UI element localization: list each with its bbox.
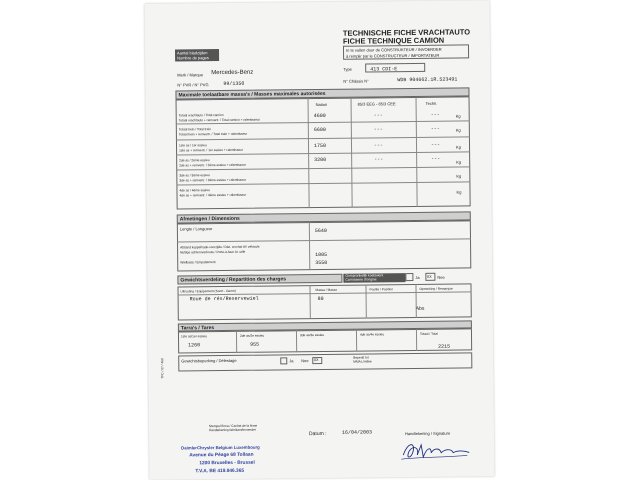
handwritten-signature [397, 436, 477, 465]
limiter-label-2: MMA Limitée [353, 359, 372, 364]
mass-row-1-techn: --- [430, 111, 440, 118]
mass-row-3-unit: Kg [456, 144, 461, 150]
technical-sheet-paper [145, 0, 495, 480]
mass-row-2-nation: 6600 [313, 126, 326, 134]
equip-position-value: Abs [415, 305, 425, 312]
title-nl: TECHNISCHE FICHE VRACHTAUTO [342, 27, 471, 38]
company-address-2: 1200 Bruxelles - Brussel [199, 460, 255, 467]
origin-label-1: Oorspronkelijk koetswerk [345, 273, 384, 278]
tare-divider-4 [416, 329, 417, 351]
col-eeg: 85/3 EEG - 85/3 CEE [357, 101, 396, 107]
length-value: 5640 [314, 227, 327, 235]
mass-row-4-label-1: 2de as / 2ème essieu [179, 158, 210, 163]
origin-yes-checkbox[interactable] [405, 273, 413, 281]
masses-heading: Maximale toelaatbare massa's / Masses maximales autorisées [175, 87, 469, 99]
origin-no-checkbox[interactable] [425, 273, 435, 281]
wheelbase-label: Wielbasis / Empattement [180, 260, 216, 265]
mass-row-1-eeg: --- [373, 112, 383, 119]
pvr-value: 99/1350 [223, 80, 245, 87]
tare-value-1: 1260 [188, 342, 201, 349]
mass-row-4-unit: Kg [456, 159, 462, 165]
tare-divider-1 [236, 331, 237, 353]
limitation-no-mark: XX [313, 359, 319, 364]
company-vat: T.V.A. BE 419.946.365 [195, 468, 245, 475]
pages-label-box [175, 49, 219, 61]
subtitle-2: à remplir par le CONSTRUCTEUR / IMPORTATEUR [346, 52, 440, 59]
dist-value: 1005 [315, 251, 328, 259]
subtitle-box [343, 44, 469, 59]
mass-row-1-label-2: Totaal vrachtauto + remvertr. / Total camion + ralentisseur [178, 117, 260, 123]
stamp-label-2: Handtekening fabrikant/invoerder [208, 427, 256, 433]
mass-row-4-nation: 3200 [314, 156, 327, 164]
limitation-yes-checkbox[interactable] [280, 357, 287, 364]
type-label: Type [343, 66, 352, 72]
chassis-value: WDB 904662.1R.523491 [397, 76, 458, 84]
date-value: 16/04/2003 [341, 429, 373, 436]
equip-value: Roue de rés/Reservewiel [189, 295, 259, 303]
signature-label: Handtekening / Signature [405, 430, 451, 437]
mass-row-4-label-2: 2de as + remvertr. / 2ème essieu + ralentisseur [179, 162, 246, 168]
type-value: 413 CDI-E [370, 65, 398, 72]
tares-heading: Tarra's / Tares [178, 320, 472, 331]
mass-row-2-techn: --- [430, 125, 440, 132]
wheelbase-value: 3550 [315, 259, 328, 267]
equip-mass-value: 80 [317, 295, 324, 303]
tare-divider-3 [356, 330, 357, 352]
mass-row-1-unit: Kg [455, 113, 461, 119]
subtitle-1: In te vullen door de CONSTRUKTEUR / INVOERDER [345, 46, 442, 53]
limitation-yes-label: Ja [289, 358, 294, 364]
pvr-label: N° PVR / N° PVG [177, 82, 209, 88]
origin-yes-label: Ja [415, 274, 420, 280]
mass-row-5-label-1: 3de as / 3ème essieu [179, 173, 210, 178]
mass-row-5-label-2: 3de as + remvertr. / 3ème essieu + ralentisseur [179, 177, 247, 183]
company-address-1: Avenue du Péage 68 Tollaan [189, 452, 254, 459]
limitation-no-label: Nee [301, 358, 309, 364]
chassis-label: N° Châssis N° [343, 78, 369, 84]
mass-row-6-label-2: 4de as + remvertr. / 4ème essieu + ralentisseur [179, 192, 247, 198]
col-nation: Nation [315, 101, 328, 108]
mass-row-6-unit: Kg [456, 189, 462, 195]
pages-label-2: Nombre de pages [177, 55, 209, 61]
mass-row-3-nation: 1750 [313, 142, 327, 150]
mass-row-4-techn: --- [431, 155, 441, 162]
mass-row-3-techn: --- [430, 141, 441, 148]
tare-divider-2 [296, 330, 297, 352]
col-techn: Techn. [425, 100, 438, 106]
tare-value-2: 955 [250, 341, 260, 348]
mass-row-3-eeg: --- [373, 142, 384, 149]
weight-heading: Gewichtsverdeling / Repartition des charges [177, 274, 342, 285]
remark-col-label: Opmerking / Remarque [419, 286, 453, 291]
title-fr: FICHE TECHNIQUE CAMION [342, 35, 445, 46]
equip-label: Uitrusting / Equipement (Soort - Genre) [180, 288, 237, 294]
tare-col-2: 2de as/2e essieu [239, 333, 265, 338]
company-name: DaimlerChrysler Belgium Luxembourg [181, 444, 260, 451]
mass-row-2-eeg: --- [373, 126, 383, 133]
dimensions-heading: Afmetingen / Dimensions [177, 211, 471, 223]
make-value: Mercedes-Benz [211, 69, 254, 77]
pages-label-1: Aantal bladzijden [177, 50, 208, 56]
mass-row-1-nation: 4600 [313, 112, 326, 120]
limiter-label-1: Beperkt tot [353, 355, 369, 360]
tare-value-5: 2215 [438, 343, 451, 350]
dist-label-2: Nuttige achteroverbouw / Porte-à-faux Ar. utile [180, 249, 246, 255]
date-label: Datum : [309, 430, 327, 438]
mass-row-3-label-1: 1ste as / 1er essieu [178, 143, 207, 148]
type-box [365, 63, 425, 73]
mass-row-2-label-2: Totaal trein + remvertr. / Total train + ralentisseur [178, 131, 248, 137]
stamp-label-1: Stempel firma / Cachet de la firme [208, 423, 258, 429]
mass-row-4-eeg: --- [374, 156, 384, 163]
origin-label-2: Carrosserie d'origine [345, 277, 377, 282]
position-col-label: Positie / Position [369, 287, 394, 292]
tare-col-5: Totaal / Total [419, 331, 438, 336]
mass-col-label: Massa / Masse [315, 287, 337, 293]
dist-label-1: Afstand koppelhaak-voorzijde / Dist. crochet AV véhicule [180, 244, 260, 250]
limitation-label: Gewichtsbeperking / Délestage [181, 357, 237, 364]
mass-row-1-label-1: Totaal vrachtauto / Total camion [178, 112, 224, 118]
make-label: Merk / Marque [177, 72, 204, 78]
limitation-no-checkbox[interactable] [312, 357, 322, 364]
mass-row-5-unit: Kg [456, 173, 462, 179]
origin-no-label: Nee [437, 274, 445, 280]
origin-body-box [343, 273, 405, 283]
tare-col-4: 4de as/4e essieu [359, 332, 385, 337]
mass-row-2-label-1: Totaal trein / Total train [178, 127, 211, 132]
tare-col-1: 1ste as/1er essieu [180, 334, 207, 339]
mass-row-6-label-1: 4de as / 4ème essieu [179, 188, 210, 193]
mass-row-3-label-2: 1ste as + remvertr. / 1er essieu + ralentisseur [179, 147, 244, 153]
length-label: Lengte / Longueur [179, 226, 213, 232]
origin-no-mark: XX [426, 275, 432, 280]
mass-row-2-unit: Kg [455, 127, 461, 133]
side-form-code: TFC / 07 / 460 [160, 358, 165, 379]
tare-col-3: 3de as/3e essieu [299, 332, 325, 338]
